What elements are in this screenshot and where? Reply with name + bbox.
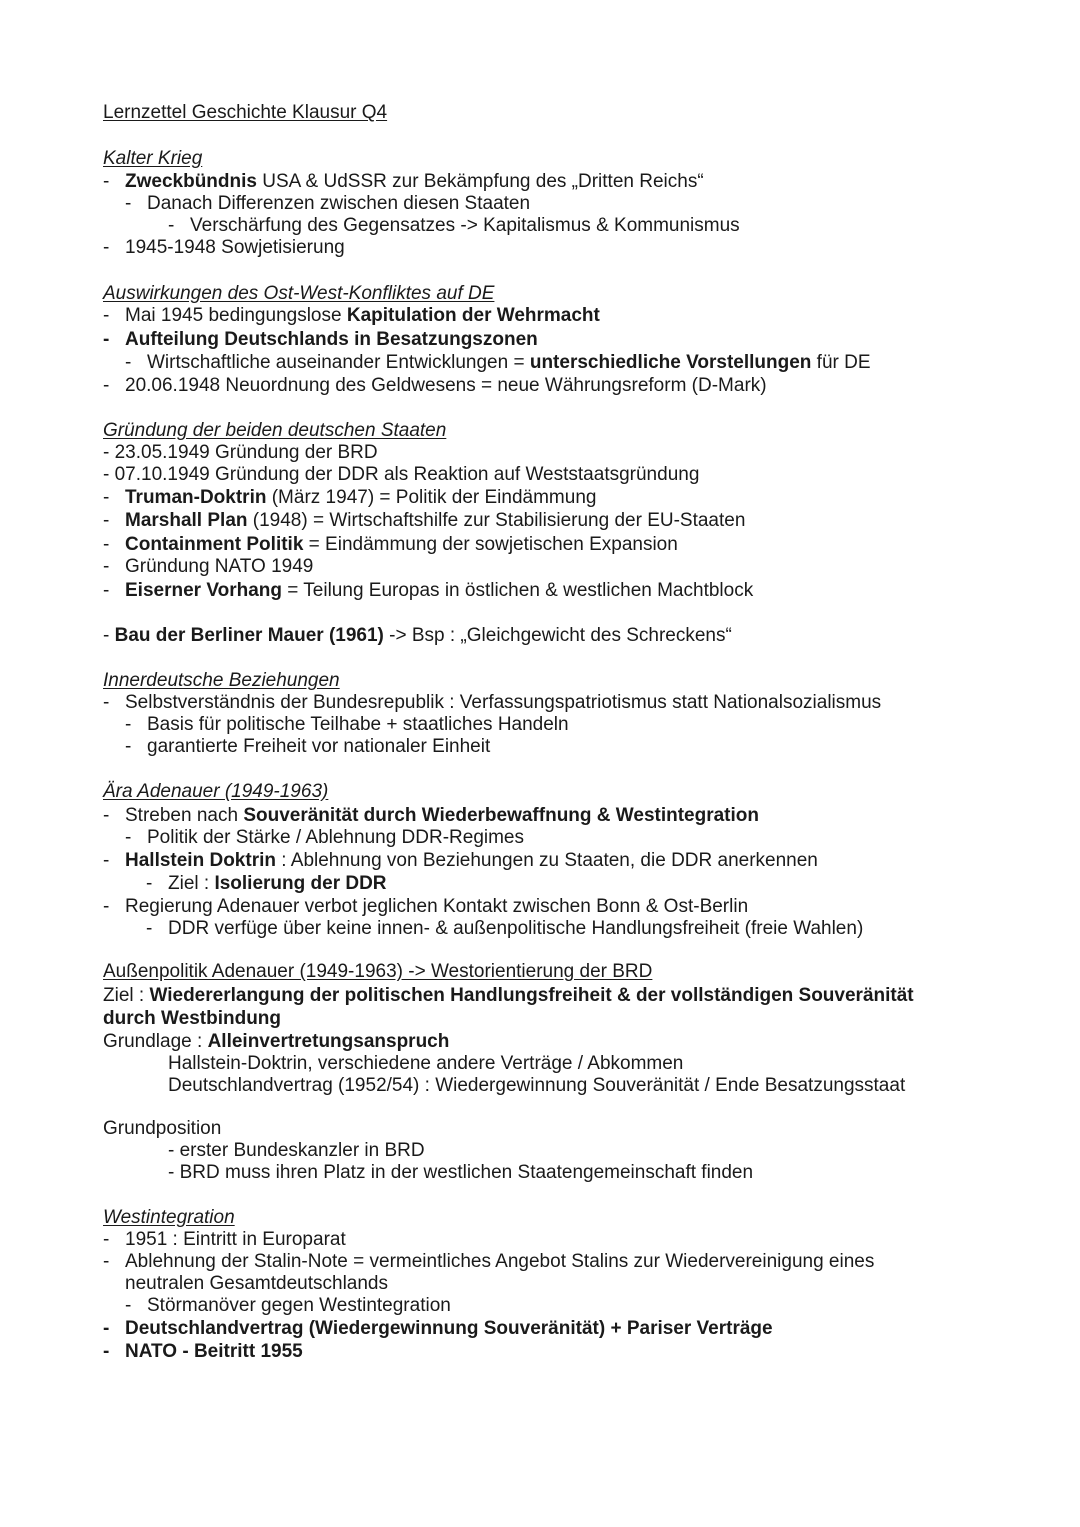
text-line: neutralen Gesamtdeutschlands xyxy=(125,1273,388,1294)
heading-westintegration: Westintegration xyxy=(103,1207,235,1228)
bullet-line: - garantierte Freiheit vor nationaler Einheit xyxy=(125,736,491,757)
bullet-line: - Marshall Plan (1948) = Wirtschaftshilfe zur Stabilisierung der EU-Staaten xyxy=(103,510,746,531)
bullet-line: - Selbstverständnis der Bundesrepublik : Verfassungspatriotismus statt Nationalsozialismus xyxy=(103,692,882,713)
bullet-line: - Störmanöver gegen Westintegration xyxy=(125,1295,451,1316)
bullet-line: - Verschärfung des Gegensatzes -> Kapitalismus & Kommunismus xyxy=(168,215,740,236)
document-title: Lernzettel Geschichte Klausur Q4 xyxy=(103,102,388,123)
bullet-line: - Wirtschaftliche auseinander Entwicklungen = unterschiedliche Vorstellungen für DE xyxy=(125,352,871,373)
text-line: Hallstein-Doktrin, verschiedene andere Verträge / Abkommen xyxy=(168,1053,684,1074)
bullet-line: - BRD muss ihren Platz in der westlichen Staatengemeinschaft finden xyxy=(168,1162,754,1183)
bullet-line: - Gründung NATO 1949 xyxy=(103,556,314,577)
bullet-line: - Streben nach Souveränität durch Wiederbewaffnung & Westintegration xyxy=(103,805,760,826)
bullet-line: - 23.05.1949 Gründung der BRD xyxy=(103,442,378,463)
bullet-line: - Aufteilung Deutschlands in Besatzungszonen xyxy=(103,329,538,350)
bullet-line: - Mai 1945 bedingungslose Kapitulation der Wehrmacht xyxy=(103,305,600,326)
heading-aera-adenauer: Ära Adenauer (1949-1963) xyxy=(103,781,329,802)
bullet-line: - Basis für politische Teilhabe + staatliches Handeln xyxy=(125,714,569,735)
text-line: Deutschlandvertrag (1952/54) : Wiedergewinnung Souveränität / Ende Besatzungsstaat xyxy=(168,1075,906,1096)
bullet-line: - Deutschlandvertrag (Wiedergewinnung Souveränität) + Pariser Verträge xyxy=(103,1318,773,1339)
heading-aussenpolitik: Außenpolitik Adenauer (1949-1963) -> Westorientierung der BRD xyxy=(103,961,653,982)
bullet-line: - Hallstein Doktrin : Ablehnung von Beziehungen zu Staaten, die DDR anerkennen xyxy=(103,850,818,871)
bullet-line: - Zweckbündnis USA & UdSSR zur Bekämpfung des „Dritten Reichs“ xyxy=(103,171,704,192)
bullet-line: - Containment Politik = Eindämmung der sowjetischen Expansion xyxy=(103,534,678,555)
text-line: Grundlage : Alleinvertretungsanspruch xyxy=(103,1031,450,1052)
bullet-line: - 1945-1948 Sowjetisierung xyxy=(103,237,345,258)
heading-gruendung: Gründung der beiden deutschen Staaten xyxy=(103,420,447,441)
text-line: Ziel : Wiedererlangung der politischen Handlungsfreiheit & der vollständigen Souveränität xyxy=(103,985,914,1006)
bullet-line: - Ziel : Isolierung der DDR xyxy=(146,873,387,894)
text-line: durch Westbindung xyxy=(103,1008,282,1029)
bullet-line: - Truman-Doktrin (März 1947) = Politik der Eindämmung xyxy=(103,487,597,508)
bullet-line: - Eiserner Vorhang = Teilung Europas in östlichen & westlichen Machtblock xyxy=(103,580,754,601)
heading-innerdeutsche: Innerdeutsche Beziehungen xyxy=(103,670,340,691)
bullet-line: - 1951 : Eintritt in Europarat xyxy=(103,1229,346,1250)
bullet-line: - NATO - Beitritt 1955 xyxy=(103,1341,303,1362)
bullet-line: - Ablehnung der Stalin-Note = vermeintliches Angebot Stalins zur Wiedervereinigung eines xyxy=(103,1251,875,1272)
bullet-line: - 07.10.1949 Gründung der DDR als Reaktion auf Weststaatsgründung xyxy=(103,464,700,485)
subheading-grundposition: Grundposition xyxy=(103,1118,222,1139)
bullet-line: - Danach Differenzen zwischen diesen Staaten xyxy=(125,193,531,214)
bullet-line: - Politik der Stärke / Ablehnung DDR-Regimes xyxy=(125,827,525,848)
bullet-line: - 20.06.1948 Neuordnung des Geldwesens = neue Währungsreform (D-Mark) xyxy=(103,375,767,396)
bullet-line: - Regierung Adenauer verbot jeglichen Kontakt zwischen Bonn & Ost-Berlin xyxy=(103,896,749,917)
bullet-line: - erster Bundeskanzler in BRD xyxy=(168,1140,425,1161)
heading-kalter-krieg: Kalter Krieg xyxy=(103,148,203,169)
bullet-line: - Bau der Berliner Mauer (1961) -> Bsp : „Gleichgewicht des Schreckens“ xyxy=(103,625,732,646)
heading-auswirkungen: Auswirkungen des Ost-West-Konfliktes auf DE xyxy=(103,283,495,304)
bullet-line: - DDR verfüge über keine innen- & außenpolitische Handlungsfreiheit (freie Wahlen) xyxy=(146,918,864,939)
